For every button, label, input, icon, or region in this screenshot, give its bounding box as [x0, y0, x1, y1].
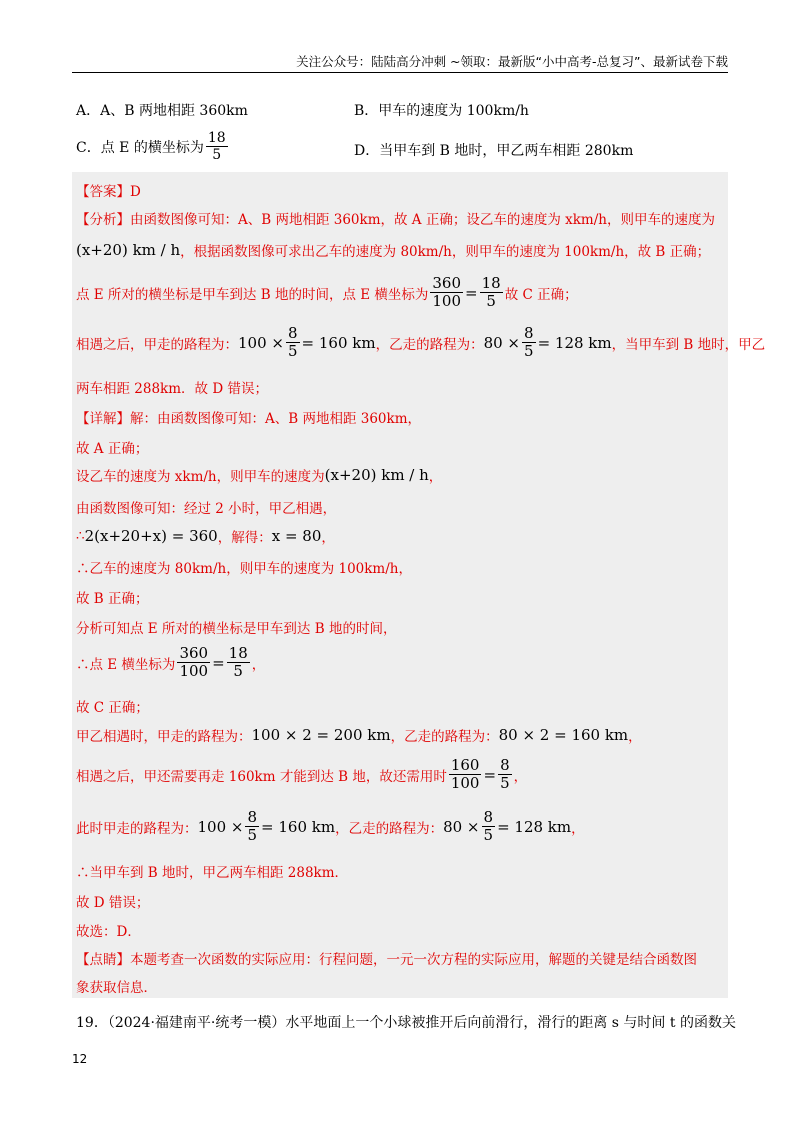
- detail-line-12: [76, 757, 527, 793]
- detail-line-1: 【详解】解：由函数图像可知：A、B 两地相距 360km，: [76, 411, 422, 427]
- detail-line-16: 故选：D．: [76, 924, 141, 940]
- math-expression: 100 × 2 = 200 km: [251, 726, 391, 744]
- fraction-denominator: 5: [247, 826, 258, 845]
- fraction: [286, 325, 300, 361]
- math-expression: 100 ×: [197, 817, 244, 836]
- option-b: B．甲车的速度为 100km/h: [354, 103, 529, 119]
- detail-text: ，: [513, 768, 528, 785]
- fraction: [177, 645, 210, 681]
- detail-line-2: 故 A 正确；: [76, 441, 149, 457]
- analysis-line-1: 【分析】由函数图像可知：A、B 两地相距 360km，故 A 正确；设乙车的速度为 xkm/h，则甲车的速度为: [76, 212, 715, 228]
- analysis-text: 相遇之后，甲走的路程为：: [76, 336, 238, 353]
- analysis-text: 故 C 正确；: [504, 286, 578, 303]
- math-expression: = 160 km: [301, 333, 376, 352]
- analysis-text: ，根据函数图像可求出乙车的速度为 80km/h，则甲车的速度为 100km/h，故 B 正确；: [180, 244, 711, 260]
- fraction-denominator: 100: [432, 292, 462, 311]
- fraction: [430, 275, 463, 311]
- detail-text: ，: [571, 820, 585, 837]
- question-19: 19．（2024·福建南平·统考一模）水平地面上一个小球被推开后向前滑行，滑行的距离 s 与时间 t 的函数关: [76, 1015, 736, 1031]
- fraction-denominator: 5: [500, 774, 510, 793]
- detail-text: 此时甲走的路程为：: [76, 820, 198, 837]
- fraction-denominator: 100: [179, 662, 209, 681]
- fraction-numerator: 8: [247, 808, 258, 826]
- detail-text: ，解得：: [217, 530, 272, 546]
- fraction-denominator: 100: [450, 774, 480, 793]
- math-expression: = 128 km: [497, 817, 572, 836]
- detail-text: ，: [251, 656, 266, 673]
- math-expression: 80 ×: [483, 333, 521, 352]
- fraction: [227, 645, 250, 681]
- fraction-numerator: 18: [207, 130, 226, 146]
- fraction-denominator: 5: [233, 662, 243, 681]
- fraction: [449, 757, 482, 793]
- fraction: [245, 809, 259, 845]
- equals-sign: =: [465, 283, 478, 302]
- detail-text: 相遇之后，甲还需要再走 160km 才能到达 B 地，故还需用时: [76, 768, 447, 785]
- equals-sign: =: [212, 653, 225, 672]
- math-expression: x = 80: [271, 527, 322, 545]
- fraction-numerator: 18: [228, 644, 248, 662]
- detail-line-4: 由函数图像可知：经过 2 小时，甲乙相遇，: [76, 501, 337, 517]
- analysis-text: 点 E 所对的横坐标是甲车到达 B 地的时间，点 E 横坐标为: [76, 286, 429, 303]
- fraction-numerator: 360: [179, 644, 209, 662]
- analysis-line-2: [76, 240, 710, 260]
- detail-text: ∴点 E 横坐标为: [76, 656, 176, 673]
- math-expression: (x+20) km / h: [76, 241, 181, 259]
- therefore-symbol: ∴: [76, 528, 85, 544]
- detail-text: ，: [428, 469, 443, 485]
- detail-text: ，: [628, 729, 642, 745]
- option-c-label: C．点 E 的横坐标为: [76, 139, 204, 156]
- detail-line-6: ∴乙车的速度为 80km/h，则甲车的速度为 100km/h，: [76, 561, 412, 577]
- header-rule: [72, 72, 728, 73]
- equals-sign: =: [483, 765, 497, 784]
- detail-text: ，乙走的路程为：: [390, 729, 499, 745]
- math-expression: 80 × 2 = 160 km: [498, 726, 629, 744]
- option-c: [76, 130, 230, 163]
- detail-line-15: 故 D 错误；: [76, 895, 150, 911]
- detail-line-9: [76, 645, 265, 681]
- fraction-numerator: 8: [500, 756, 510, 774]
- analysis-text: ，当甲车到 B 地时，甲乙: [611, 336, 766, 353]
- math-expression: (x+20) km / h: [324, 466, 429, 484]
- detail-text: 甲乙相遇时，甲走的路程为：: [76, 729, 252, 745]
- option-d: D．当甲车到 B 地时，甲乙两车相距 280km: [354, 143, 634, 159]
- remark-line-2: 象获取信息．: [76, 980, 157, 996]
- fraction: [480, 275, 503, 311]
- fraction: [498, 757, 512, 793]
- page-header: 关注公众号：陆陆高分冲刺 ~领取：最新版“小中高考-总复习”、最新试卷下载: [296, 54, 728, 69]
- detail-line-3: [76, 465, 442, 485]
- fraction-numerator: 8: [524, 324, 534, 342]
- option-a: A．A、B 两地相距 360km: [76, 103, 248, 119]
- detail-line-5: [76, 526, 335, 546]
- detail-line-11: [76, 725, 642, 745]
- page-number: 12: [72, 1052, 88, 1066]
- math-expression: 100 ×: [238, 333, 284, 352]
- fraction: [482, 809, 496, 845]
- fraction-denominator: 5: [212, 147, 222, 164]
- analysis-line-5: 两车相距 288km．故 D 错误；: [76, 381, 268, 397]
- fraction-numerator: 360: [432, 274, 462, 292]
- math-expression: = 160 km: [261, 817, 336, 836]
- fraction-numerator: 160: [450, 756, 480, 774]
- detail-line-13: [76, 809, 585, 845]
- remark-line-1: 【点睛】本题考查一次函数的实际应用：行程问题，一元一次方程的实际应用，解题的关键是结合函数图: [76, 952, 697, 968]
- fraction-numerator: 8: [483, 808, 494, 826]
- detail-line-7: 故 B 正确；: [76, 591, 149, 607]
- detail-text: 设乙车的速度为 xkm/h，则甲车的速度为: [76, 469, 325, 485]
- math-expression: = 128 km: [537, 333, 612, 352]
- math-expression: 2(x+20+x) = 360: [84, 527, 218, 545]
- fraction-denominator: 5: [524, 342, 534, 361]
- detail-text: ，: [321, 530, 335, 546]
- fraction-numerator: 8: [287, 324, 298, 342]
- detail-text: ，乙走的路程为：: [335, 820, 444, 837]
- analysis-text: ，乙走的路程为：: [375, 336, 484, 353]
- detail-line-10: 故 C 正确；: [76, 700, 149, 716]
- detail-line-8: 分析可知点 E 所对的横坐标是甲车到达 B 地的时间，: [76, 621, 397, 637]
- option-c-fraction: [206, 130, 228, 163]
- analysis-line-3: [76, 275, 578, 311]
- fraction-denominator: 5: [483, 826, 494, 845]
- analysis-line-4: [76, 325, 765, 361]
- answer-line: 【答案】D: [76, 184, 141, 200]
- fraction-denominator: 5: [486, 292, 496, 311]
- fraction: [522, 325, 536, 361]
- detail-line-14: ∴当甲车到 B 地时，甲乙两车相距 288km．: [76, 865, 349, 881]
- fraction-denominator: 5: [287, 342, 298, 361]
- math-expression: 80 ×: [443, 817, 480, 836]
- fraction-numerator: 18: [481, 274, 501, 292]
